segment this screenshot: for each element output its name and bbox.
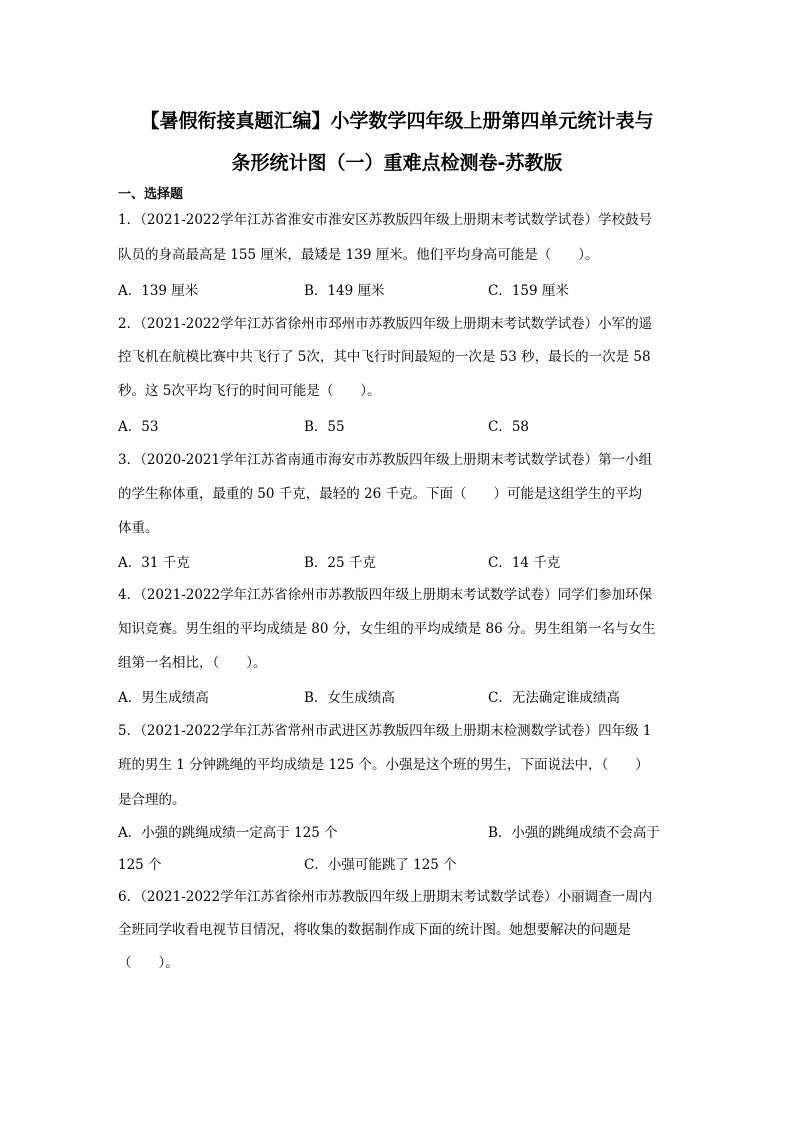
q3-option-a: A．31 千克 xyxy=(118,555,190,571)
q4-option-a: A．男生成绩高 xyxy=(118,690,209,706)
q4-text-line-3: 组第一名相比，（ ）。 xyxy=(118,655,267,671)
q4-text-line-2: 知识竞赛。男生组的平均成绩是 80 分，女生组的平均成绩是 86 分。男生组第一名与女生 xyxy=(118,621,656,637)
q4-text-line-1: 4．（2021-2022学年江苏省徐州市苏教版四年级上册期末考试数学试卷）同学们参加环保 xyxy=(118,587,653,603)
q1-option-c: C．159 厘米 xyxy=(488,283,569,299)
page-title-line-1: 【暑假衔接真题汇编】小学数学四年级上册第四单元统计表与 xyxy=(140,110,654,132)
q2-text-line-1: 2．（2021-2022学年江苏省徐州市邳州市苏教版四年级上册期末考试数学试卷）小军的遥 xyxy=(118,316,653,332)
q6-text-line-1: 6．（2021-2022学年江苏省徐州市苏教版四年级上册期末考试数学试卷）小丽调查一周内 xyxy=(118,889,653,905)
q3-text-line-1: 3．（2020-2021学年江苏省南通市海安市苏教版四年级上册期末考试数学试卷）第一小组 xyxy=(118,452,653,468)
q2-text-line-2: 控飞机在航模比赛中共飞行了 5次，其中飞行时间最短的一次是 53 秒，最长的一次是 58 xyxy=(118,349,651,365)
q3-option-b: B．25 千克 xyxy=(304,555,376,571)
q5-option-c: C．小强可能跳了 125 个 xyxy=(304,857,457,873)
q1-text-line-2: 队员的身高最高是 155 厘米，最矮是 139 厘米。他们平均身高可能是（ ）。 xyxy=(118,247,599,263)
section-heading: 一、选择题 xyxy=(118,187,184,202)
q5-text-line-2: 班的男生 1 分钟跳绳的平均成绩是 125 个。小强是这个班的男生，下面说法中，（ ） xyxy=(118,757,649,773)
q1-text-line-1: 1．（2021-2022学年江苏省淮安市淮安区苏教版四年级上册期末考试数学试卷）学校鼓号 xyxy=(118,212,653,228)
q6-text-line-3: （ ）。 xyxy=(118,955,179,971)
q3-text-line-3: 体重。 xyxy=(118,520,159,536)
q2-option-c: C．58 xyxy=(488,419,530,435)
q3-option-c: C．14 千克 xyxy=(488,555,561,571)
page-title-line-2: 条形统计图（一）重难点检测卷-苏教版 xyxy=(231,152,563,174)
q1-option-b: B．149 厘米 xyxy=(304,283,385,299)
q5-option-b-continued: 125 个 xyxy=(118,857,162,873)
q1-option-a: A．139 厘米 xyxy=(118,283,199,299)
q4-option-b: B．女生成绩高 xyxy=(304,690,395,706)
q5-text-line-1: 5．（2021-2022学年江苏省常州市武进区苏教版四年级上册期末检测数学试卷）四年级 1 xyxy=(118,723,652,739)
q5-text-line-3: 是合理的。 xyxy=(118,792,186,808)
q2-option-a: A．53 xyxy=(118,419,159,435)
q5-option-b: B．小强的跳绳成绩不会高于 xyxy=(488,825,660,841)
q5-option-a: A．小强的跳绳成绩一定高于 125 个 xyxy=(118,825,338,841)
q2-text-line-3: 秒。这 5次平均飞行的时间可能是（ ）。 xyxy=(118,383,381,399)
q3-text-line-2: 的学生称体重，最重的 50 千克，最轻的 26 千克。下面（ ）可能是这组学生的平均 xyxy=(118,486,643,502)
q6-text-line-2: 全班同学收看电视节目情况，将收集的数据制作成下面的统计图。她想要解决的问题是 xyxy=(118,922,631,938)
q4-option-c: C．无法确定谁成绩高 xyxy=(488,690,620,706)
q2-option-b: B．55 xyxy=(304,419,345,435)
